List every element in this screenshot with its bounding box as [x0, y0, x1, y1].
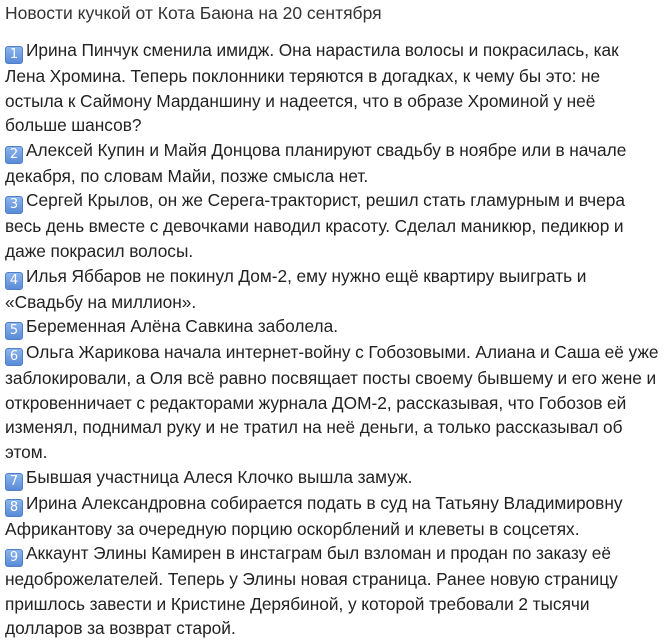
news-item-text: Сергей Крылов, он же Серега-тракторист, решил стать гламурным и вчера весь день вместе с девочками наводил красоту. Сделал маникюр, педикюр и даже покрасил волосы.: [5, 190, 625, 261]
keycap-number-1-icon: 1: [5, 46, 23, 64]
keycap-number-2-icon: 2: [5, 146, 23, 164]
news-item-6: [5, 340, 660, 464]
keycap-number-5-icon: 5: [5, 322, 23, 340]
keycap-number-4-icon: 4: [5, 272, 23, 290]
news-item-9: [5, 541, 660, 641]
news-item-1: [5, 38, 660, 138]
news-item-2: [5, 138, 660, 189]
news-item-3: [5, 188, 660, 263]
keycap-number-9-icon: 9: [5, 549, 23, 567]
news-item-7: [5, 465, 660, 491]
news-item-text: Ирина Пинчук сменила имидж. Она нарастила волосы и покрасилась, как Лена Хромина. Теперь поклонники теряются в догадках, к чему бы это: не остыла к Саймону Марданшину и надеется, что в образе Хроминой у неё больше шансов?: [5, 40, 619, 136]
keycap-number-6-icon: 6: [5, 348, 23, 366]
news-item-text: Илья Яббаров не покинул Дом-2, ему нужно ещё квартиру выиграть и «Свадьбу на миллион».: [5, 265, 587, 312]
news-item-text: Бывшая участница Алеся Клочко вышла замуж.: [26, 466, 413, 487]
post-title: Новости кучкой от Кота Баюна на 20 сентября: [5, 3, 382, 23]
news-item-text: Ольга Жарикова начала интернет-войну с Гобозовыми. Алиана и Саша её уже заблокировали, а Оля всё равно посвящает посты своему бывшему и его жене и откровенничает с редакторами журнала ДОМ-2, рассказывая, что Гобозов ей изменял, поднимал руку и не тратил на неё деньги, а только рассказывал об этом.: [5, 342, 659, 462]
news-item-8: [5, 491, 660, 542]
news-item-4: [5, 264, 660, 315]
keycap-number-3-icon: 3: [5, 196, 23, 214]
news-list: [5, 38, 660, 641]
news-item-5: [5, 314, 660, 340]
keycap-number-8-icon: 8: [5, 499, 23, 517]
news-item-text: Алексей Купин и Майя Донцова планируют свадьбу в ноябре или в начале декабря, по словам Майи, позже смысла нет.: [5, 139, 627, 186]
news-item-text: Аккаунт Элины Камирен в инстаграм был взломан и продан по заказу её недоброжелателей. Теперь у Элины новая страница. Ранее новую страницу пришлось завести и Кристине Дерябиной, у которой требовали 2 тысячи долларов за возврат старой.: [5, 543, 618, 639]
keycap-number-7-icon: 7: [5, 473, 23, 491]
news-item-text: Ирина Александровна собирается подать в суд на Татьяну Владимировну Африкантову за очередную порцию оскорблений и клеветы в соцсетях.: [5, 492, 623, 539]
news-item-text: Беременная Алёна Савкина заболела.: [26, 316, 339, 337]
